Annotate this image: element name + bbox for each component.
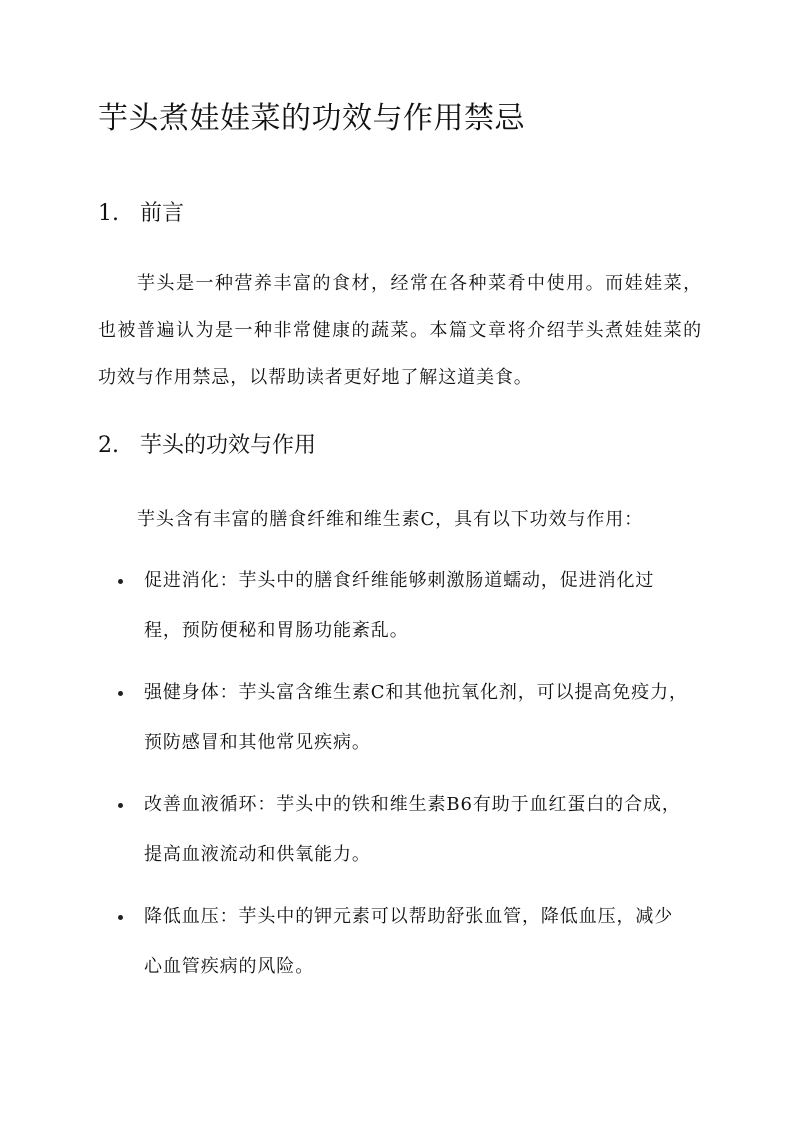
benefits-intro-paragraph: 芋头含有丰富的膳食纤维和维生素C，具有以下功效与作用：: [137, 509, 644, 530]
intro-paragraph: 芋头是一种营养丰富的食材，经常在各种菜肴中使用。而娃娃菜，也被普遍认为是一种非常健康的蔬菜。本篇文章将介绍芋头煮娃娃菜的功效与作用禁忌，以帮助读者更好地了解这道美食。: [98, 273, 702, 388]
bullet-icon: [118, 579, 123, 584]
list-item: [118, 556, 688, 656]
list-item-text: 降低血压：芋头中的钾元素可以帮助舒张血管，降低血压，减少心血管疾病的风险。: [144, 906, 674, 977]
list-item-text: 促进消化：芋头中的膳食纤维能够刺激肠道蠕动，促进消化过程，预防便秘和胃肠功能紊乱。: [144, 570, 655, 641]
section-number: 1.: [98, 201, 119, 226]
list-item: [118, 668, 688, 768]
section-heading-intro: [98, 196, 184, 227]
section-heading-benefits: [98, 428, 316, 459]
list-item-text: 改善血液循环：芋头中的铁和维生素B6有助于血红蛋白的合成，提高血液流动和供氧能力。: [144, 794, 681, 865]
bullet-icon: [118, 803, 123, 808]
bullet-icon: [118, 915, 123, 920]
bullet-icon: [118, 691, 123, 696]
section-title: 芋头的功效与作用: [140, 433, 317, 458]
list-item-text: 强健身体：芋头富含维生素C和其他抗氧化剂，可以提高免疫力，预防感冒和其他常见疾病。: [144, 682, 688, 753]
section-number: 2.: [98, 433, 119, 458]
section-title: 前言: [140, 201, 185, 226]
list-item: [118, 780, 688, 880]
document-title: 芋头煮娃娃菜的功效与作用禁忌: [98, 101, 525, 136]
list-item: [118, 892, 688, 992]
